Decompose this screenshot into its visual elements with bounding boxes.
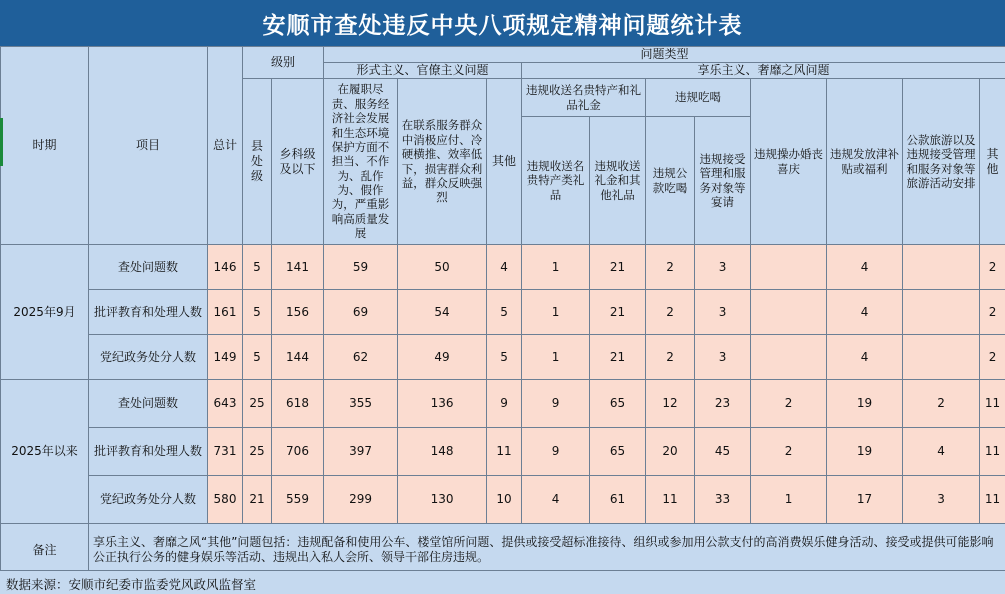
cell: 3 bbox=[695, 245, 751, 290]
cell: 25 bbox=[243, 380, 272, 428]
cell: 580 bbox=[208, 476, 243, 524]
cell: 4 bbox=[827, 245, 903, 290]
cell: 1 bbox=[751, 476, 827, 524]
cell: 62 bbox=[324, 335, 398, 380]
header-eating-group: 违规吃喝 bbox=[646, 79, 751, 117]
cell: 156 bbox=[272, 290, 324, 335]
cell: 559 bbox=[272, 476, 324, 524]
header-period: 时期 bbox=[1, 47, 89, 245]
cell: 59 bbox=[324, 245, 398, 290]
cell: 21 bbox=[590, 290, 646, 335]
cell: 355 bbox=[324, 380, 398, 428]
cell: 21 bbox=[243, 476, 272, 524]
cell: 65 bbox=[590, 380, 646, 428]
cell: 45 bbox=[695, 428, 751, 476]
header-gift-money: 违规收送礼金和其他礼品 bbox=[590, 117, 646, 245]
cell: 706 bbox=[272, 428, 324, 476]
cell: 9 bbox=[522, 428, 590, 476]
header-accept-banquet: 违规接受管理和服务对象等宴请 bbox=[695, 117, 751, 245]
cell: 2 bbox=[980, 245, 1005, 290]
header-level-group: 级别 bbox=[243, 47, 324, 79]
cell bbox=[751, 335, 827, 380]
header-travel: 公款旅游以及违规接受管理和服务对象等旅游活动安排 bbox=[903, 79, 980, 245]
header-wedding: 违规操办婚丧喜庆 bbox=[751, 79, 827, 245]
cell: 4 bbox=[827, 290, 903, 335]
cell: 54 bbox=[398, 290, 487, 335]
cell: 11 bbox=[646, 476, 695, 524]
cell: 4 bbox=[522, 476, 590, 524]
cell: 5 bbox=[243, 335, 272, 380]
cell: 2 bbox=[751, 380, 827, 428]
header-total: 总计 bbox=[208, 47, 243, 245]
cell: 618 bbox=[272, 380, 324, 428]
cell: 643 bbox=[208, 380, 243, 428]
cell: 3 bbox=[903, 476, 980, 524]
cell: 2 bbox=[646, 335, 695, 380]
cell: 146 bbox=[208, 245, 243, 290]
cell: 2 bbox=[646, 290, 695, 335]
cell: 5 bbox=[487, 290, 522, 335]
cell: 19 bbox=[827, 428, 903, 476]
cell: 61 bbox=[590, 476, 646, 524]
header-formalism-service: 在联系服务群众中消极应付、冷硬横推、效率低下，损害群众利益，群众反映强烈 bbox=[398, 79, 487, 245]
header-county-level: 县处级 bbox=[243, 79, 272, 245]
cell bbox=[751, 290, 827, 335]
cell bbox=[903, 290, 980, 335]
statistics-table bbox=[0, 46, 1005, 577]
cell: 2 bbox=[980, 335, 1005, 380]
cell: 25 bbox=[243, 428, 272, 476]
cell: 65 bbox=[590, 428, 646, 476]
row-label: 查处问题数 bbox=[89, 245, 208, 290]
row-label: 党纪政务处分人数 bbox=[89, 335, 208, 380]
header-hedonism-other: 其他 bbox=[980, 79, 1005, 245]
cell: 3 bbox=[695, 335, 751, 380]
cell: 1 bbox=[522, 335, 590, 380]
header-gift-specialty: 违规收送名贵特产类礼品 bbox=[522, 117, 590, 245]
cell: 2 bbox=[646, 245, 695, 290]
cell: 9 bbox=[487, 380, 522, 428]
cell: 20 bbox=[646, 428, 695, 476]
cell bbox=[751, 245, 827, 290]
header-township-level: 乡科级及以下 bbox=[272, 79, 324, 245]
cell bbox=[903, 335, 980, 380]
cell: 11 bbox=[980, 380, 1005, 428]
cell: 2 bbox=[751, 428, 827, 476]
cell: 3 bbox=[695, 290, 751, 335]
header-public-dining: 违规公款吃喝 bbox=[646, 117, 695, 245]
cell: 731 bbox=[208, 428, 243, 476]
cell: 299 bbox=[324, 476, 398, 524]
cell: 5 bbox=[243, 290, 272, 335]
remark-label: 备注 bbox=[1, 524, 89, 577]
cell: 11 bbox=[980, 428, 1005, 476]
cell: 69 bbox=[324, 290, 398, 335]
cell: 144 bbox=[272, 335, 324, 380]
cell: 1 bbox=[522, 290, 590, 335]
cell: 1 bbox=[522, 245, 590, 290]
header-formalism: 形式主义、官僚主义问题 bbox=[324, 63, 522, 79]
header-hedonism: 享乐主义、奢靡之风问题 bbox=[522, 63, 1005, 79]
cell: 50 bbox=[398, 245, 487, 290]
cell: 19 bbox=[827, 380, 903, 428]
period-label: 2025年9月 bbox=[1, 245, 89, 380]
cell: 49 bbox=[398, 335, 487, 380]
page-title: 安顺市查处违反中央八项规定精神问题统计表 bbox=[0, 0, 1005, 46]
cell: 9 bbox=[522, 380, 590, 428]
cell: 21 bbox=[590, 245, 646, 290]
header-item: 项目 bbox=[89, 47, 208, 245]
cell: 4 bbox=[487, 245, 522, 290]
row-label: 党纪政务处分人数 bbox=[89, 476, 208, 524]
cell: 23 bbox=[695, 380, 751, 428]
cell: 33 bbox=[695, 476, 751, 524]
cell: 130 bbox=[398, 476, 487, 524]
header-formalism-other: 其他 bbox=[487, 79, 522, 245]
period-label: 2025年以来 bbox=[1, 380, 89, 524]
data-source: 数据来源：安顺市纪委市监委党风政风监督室 bbox=[0, 570, 1005, 594]
cell: 161 bbox=[208, 290, 243, 335]
cell: 4 bbox=[903, 428, 980, 476]
cell: 5 bbox=[243, 245, 272, 290]
cell: 17 bbox=[827, 476, 903, 524]
cell: 21 bbox=[590, 335, 646, 380]
cell: 11 bbox=[980, 476, 1005, 524]
cell: 5 bbox=[487, 335, 522, 380]
cell bbox=[903, 245, 980, 290]
cell: 136 bbox=[398, 380, 487, 428]
row-label: 批评教育和处理人数 bbox=[89, 290, 208, 335]
cell: 12 bbox=[646, 380, 695, 428]
header-problem-type: 问题类型 bbox=[324, 47, 1005, 63]
row-label: 查处问题数 bbox=[89, 380, 208, 428]
cell: 11 bbox=[487, 428, 522, 476]
header-allowance: 违规发放津补贴或福利 bbox=[827, 79, 903, 245]
remark-text: 享乐主义、奢靡之风“其他”问题包括：违规配备和使用公车、楼堂馆所问题、提供或接受超标准接待、组织或参加用公款支付的高消费娱乐健身活动、接受或提供可能影响公正执行公务的健身娱乐等活动、违规出入私人会所、领导干部住房违规。 bbox=[89, 524, 1005, 577]
header-gift-group: 违规收送名贵特产和礼品礼金 bbox=[522, 79, 646, 117]
selection-marker bbox=[0, 118, 3, 166]
cell: 148 bbox=[398, 428, 487, 476]
cell: 141 bbox=[272, 245, 324, 290]
cell: 10 bbox=[487, 476, 522, 524]
cell: 4 bbox=[827, 335, 903, 380]
cell: 2 bbox=[903, 380, 980, 428]
row-label: 批评教育和处理人数 bbox=[89, 428, 208, 476]
cell: 397 bbox=[324, 428, 398, 476]
cell: 149 bbox=[208, 335, 243, 380]
header-formalism-duty: 在履职尽责、服务经济社会发展和生态环境保护方面不担当、不作为、乱作为、假作为，严重影响高质量发展 bbox=[324, 79, 398, 245]
cell: 2 bbox=[980, 290, 1005, 335]
